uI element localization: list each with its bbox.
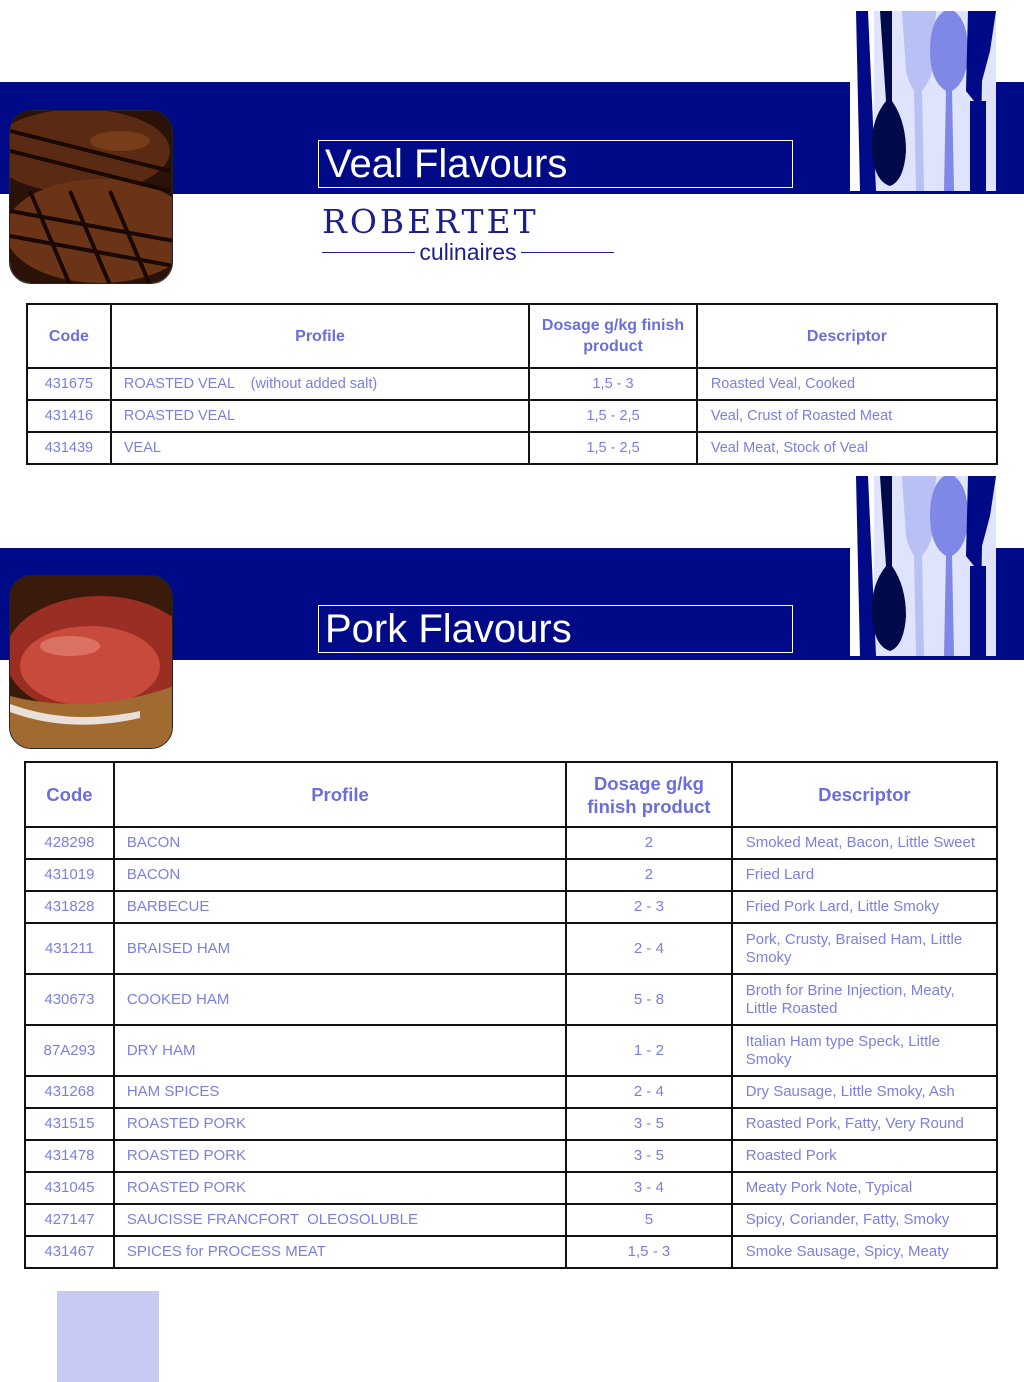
product-dosage: 1 - 2 (566, 1025, 732, 1076)
column-header-code: Code (25, 762, 114, 827)
product-descriptor: Roasted Pork (732, 1140, 997, 1172)
product-descriptor: Spicy, Coriander, Fatty, Smoky (732, 1204, 997, 1236)
table-row (25, 891, 997, 923)
product-profile: SPICES for PROCESS MEAT (114, 1236, 566, 1268)
product-code: 431268 (25, 1076, 114, 1108)
pork-section-title: Pork Flavours (318, 605, 793, 653)
cured-ham-photo (9, 575, 173, 749)
product-code: 431439 (27, 432, 111, 464)
product-code: 431045 (25, 1172, 114, 1204)
brand-sub: culinaires (419, 239, 517, 265)
table-row (25, 1025, 997, 1076)
product-code: 87A293 (25, 1025, 114, 1076)
product-descriptor: Veal, Crust of Roasted Meat (697, 400, 997, 432)
product-dosage: 1,5 - 2,5 (529, 432, 697, 464)
product-code: 431211 (25, 923, 114, 974)
product-dosage: 3 - 5 (566, 1140, 732, 1172)
table-row (27, 368, 997, 400)
product-dosage: 1,5 - 3 (529, 368, 697, 400)
product-profile: BARBECUE (114, 891, 566, 923)
product-code: 431019 (25, 859, 114, 891)
product-code: 431478 (25, 1140, 114, 1172)
product-descriptor: Fried Pork Lard, Little Smoky (732, 891, 997, 923)
product-code: 431416 (27, 400, 111, 432)
veal-section-title: Veal Flavours (318, 140, 793, 188)
product-descriptor: Italian Ham type Speck, Little Smoky (732, 1025, 997, 1076)
table-row (25, 1108, 997, 1140)
product-dosage: 2 (566, 859, 732, 891)
product-profile: HAM SPICES (114, 1076, 566, 1108)
table-row (25, 1204, 997, 1236)
decorative-square (57, 1291, 159, 1382)
cutlery-icon (850, 11, 996, 191)
product-profile: BACON (114, 859, 566, 891)
product-profile: ROASTED VEAL (without added salt) (111, 368, 529, 400)
column-header-code: Code (27, 304, 111, 368)
product-descriptor: Broth for Brine Injection, Meaty, Little Roasted (732, 974, 997, 1025)
product-profile: ROASTED PORK (114, 1172, 566, 1204)
table-row (25, 859, 997, 891)
product-dosage: 1,5 - 2,5 (529, 400, 697, 432)
table-row (25, 923, 997, 974)
product-descriptor: Roasted Veal, Cooked (697, 368, 997, 400)
product-dosage: 2 - 4 (566, 1076, 732, 1108)
product-dosage: 1,5 - 3 (566, 1236, 732, 1268)
column-header-descriptor: Descriptor (697, 304, 997, 368)
product-profile: VEAL (111, 432, 529, 464)
table-row (25, 1076, 997, 1108)
column-header-profile: Profile (114, 762, 566, 827)
product-code: 431515 (25, 1108, 114, 1140)
table-row (25, 1172, 997, 1204)
pork-flavours-table (24, 761, 998, 1269)
product-profile: SAUCISSE FRANCFORT OLEOSOLUBLE (114, 1204, 566, 1236)
robertet-logo (322, 204, 614, 266)
brand-name: ROBERTET (322, 202, 539, 241)
product-profile: BACON (114, 827, 566, 859)
table-row (25, 1140, 997, 1172)
product-code: 431675 (27, 368, 111, 400)
cutlery-icon (850, 476, 996, 656)
product-descriptor: Veal Meat, Stock of Veal (697, 432, 997, 464)
product-descriptor: Dry Sausage, Little Smoky, Ash (732, 1076, 997, 1108)
column-header-profile: Profile (111, 304, 529, 368)
product-profile: ROASTED PORK (114, 1108, 566, 1140)
product-descriptor: Smoke Sausage, Spicy, Meaty (732, 1236, 997, 1268)
product-profile: ROASTED PORK (114, 1140, 566, 1172)
product-profile: ROASTED VEAL (111, 400, 529, 432)
product-descriptor: Smoked Meat, Bacon, Little Sweet (732, 827, 997, 859)
product-dosage: 2 (566, 827, 732, 859)
product-profile: BRAISED HAM (114, 923, 566, 974)
product-dosage: 5 (566, 1204, 732, 1236)
product-dosage: 2 - 3 (566, 891, 732, 923)
product-descriptor: Fried Lard (732, 859, 997, 891)
table-row (27, 400, 997, 432)
grilled-steak-photo (9, 110, 173, 284)
product-dosage: 3 - 5 (566, 1108, 732, 1140)
product-code: 431467 (25, 1236, 114, 1268)
product-profile: COOKED HAM (114, 974, 566, 1025)
table-row (25, 827, 997, 859)
table-row (27, 432, 997, 464)
product-descriptor: Pork, Crusty, Braised Ham, Little Smoky (732, 923, 997, 974)
product-descriptor: Meaty Pork Note, Typical (732, 1172, 997, 1204)
product-dosage: 5 - 8 (566, 974, 732, 1025)
table-row (25, 1236, 997, 1268)
product-descriptor: Roasted Pork, Fatty, Very Round (732, 1108, 997, 1140)
column-header-descriptor: Descriptor (732, 762, 997, 827)
column-header-dosage: Dosage g/kg finish product (566, 762, 732, 827)
product-code: 431828 (25, 891, 114, 923)
product-dosage: 3 - 4 (566, 1172, 732, 1204)
product-profile: DRY HAM (114, 1025, 566, 1076)
product-code: 428298 (25, 827, 114, 859)
product-code: 430673 (25, 974, 114, 1025)
product-code: 427147 (25, 1204, 114, 1236)
veal-flavours-table (26, 303, 998, 465)
table-row (25, 974, 997, 1025)
column-header-dosage: Dosage g/kg finish product (529, 304, 697, 368)
product-dosage: 2 - 4 (566, 923, 732, 974)
